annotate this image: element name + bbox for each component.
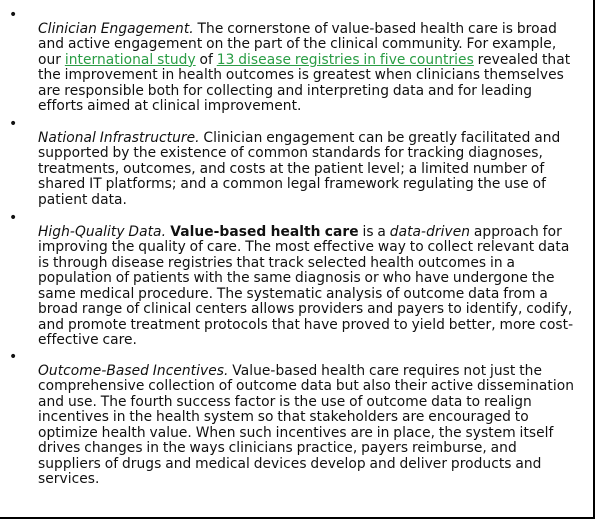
international-study-link[interactable]: international study (64, 51, 196, 68)
item-text-segment: Clinician engagement can be greatly facilitated and supported by the existence of common standards for tracking diagnoses, treatments, outcomes, and costs at the patient level; a limited number of shared IT platforms; and a common legal framework regulating the use of patient data. (38, 129, 561, 208)
list-item-clinician-engagement (0, 8, 585, 129)
item-title: Clinician Engagement. (38, 20, 194, 37)
bullet-icon: • (9, 7, 18, 23)
list-item-text (38, 364, 576, 488)
list-item-text (38, 131, 576, 209)
item-text-segment: revealed that the improvement in health outcomes is greatest when clinicians themselves are responsible both for collecting and interpreting data and for leading efforts aimed at clinical improvement. (38, 51, 571, 115)
list-item-text (38, 225, 576, 349)
disease-registries-link[interactable]: 13 disease registries in five countries (216, 51, 474, 68)
item-title: National Infrastructure. (38, 129, 200, 146)
item-bold-term: Value-based health care (166, 223, 359, 240)
item-text-segment: Value-based health care requires not just the comprehensive collection of outcome data but also their active dissemination and use. The fourth success factor is the use of outcome data to realign incentives in the health system so that stakeholders are encouraged to optimize health value. When such incentives are in place, the system itself drives changes in the ways clinicians practice, payers reimburse, and suppliers of drugs and medical devices develop and deliver products and services. (38, 362, 574, 488)
item-title: High-Quality Data. (38, 223, 167, 240)
bullet-icon: • (9, 116, 18, 132)
item-emphasis: data-driven (389, 223, 471, 240)
item-text-segment: approach for improving the quality of care. The most effective way to collect relevant data is through disease registries that track selected health outcomes in a population of patients with the same diagnosis or who have undergone the same medical procedure. The systematic analysis of outcome data from a broad range of clinical centers allows providers and payers to identify, codify, and promote treatment protocols that have proved to yield better, more cost-effective care. (38, 223, 574, 349)
item-text-segment: is a (358, 223, 390, 240)
list-item-high-quality-data (0, 211, 585, 363)
item-text-segment: of (195, 51, 217, 68)
list-item-text (38, 22, 576, 115)
item-text-segment: The cornerstone of value-based health care is broad and active engagement on the part of the clinical community. For example, our (38, 20, 557, 68)
list-item-national-infrastructure (0, 117, 585, 222)
bullet-icon: • (9, 210, 18, 226)
bullet-icon: • (9, 349, 18, 365)
list-item-outcome-based-incentives (0, 350, 585, 502)
item-title: Outcome-Based Incentives. (38, 362, 229, 379)
